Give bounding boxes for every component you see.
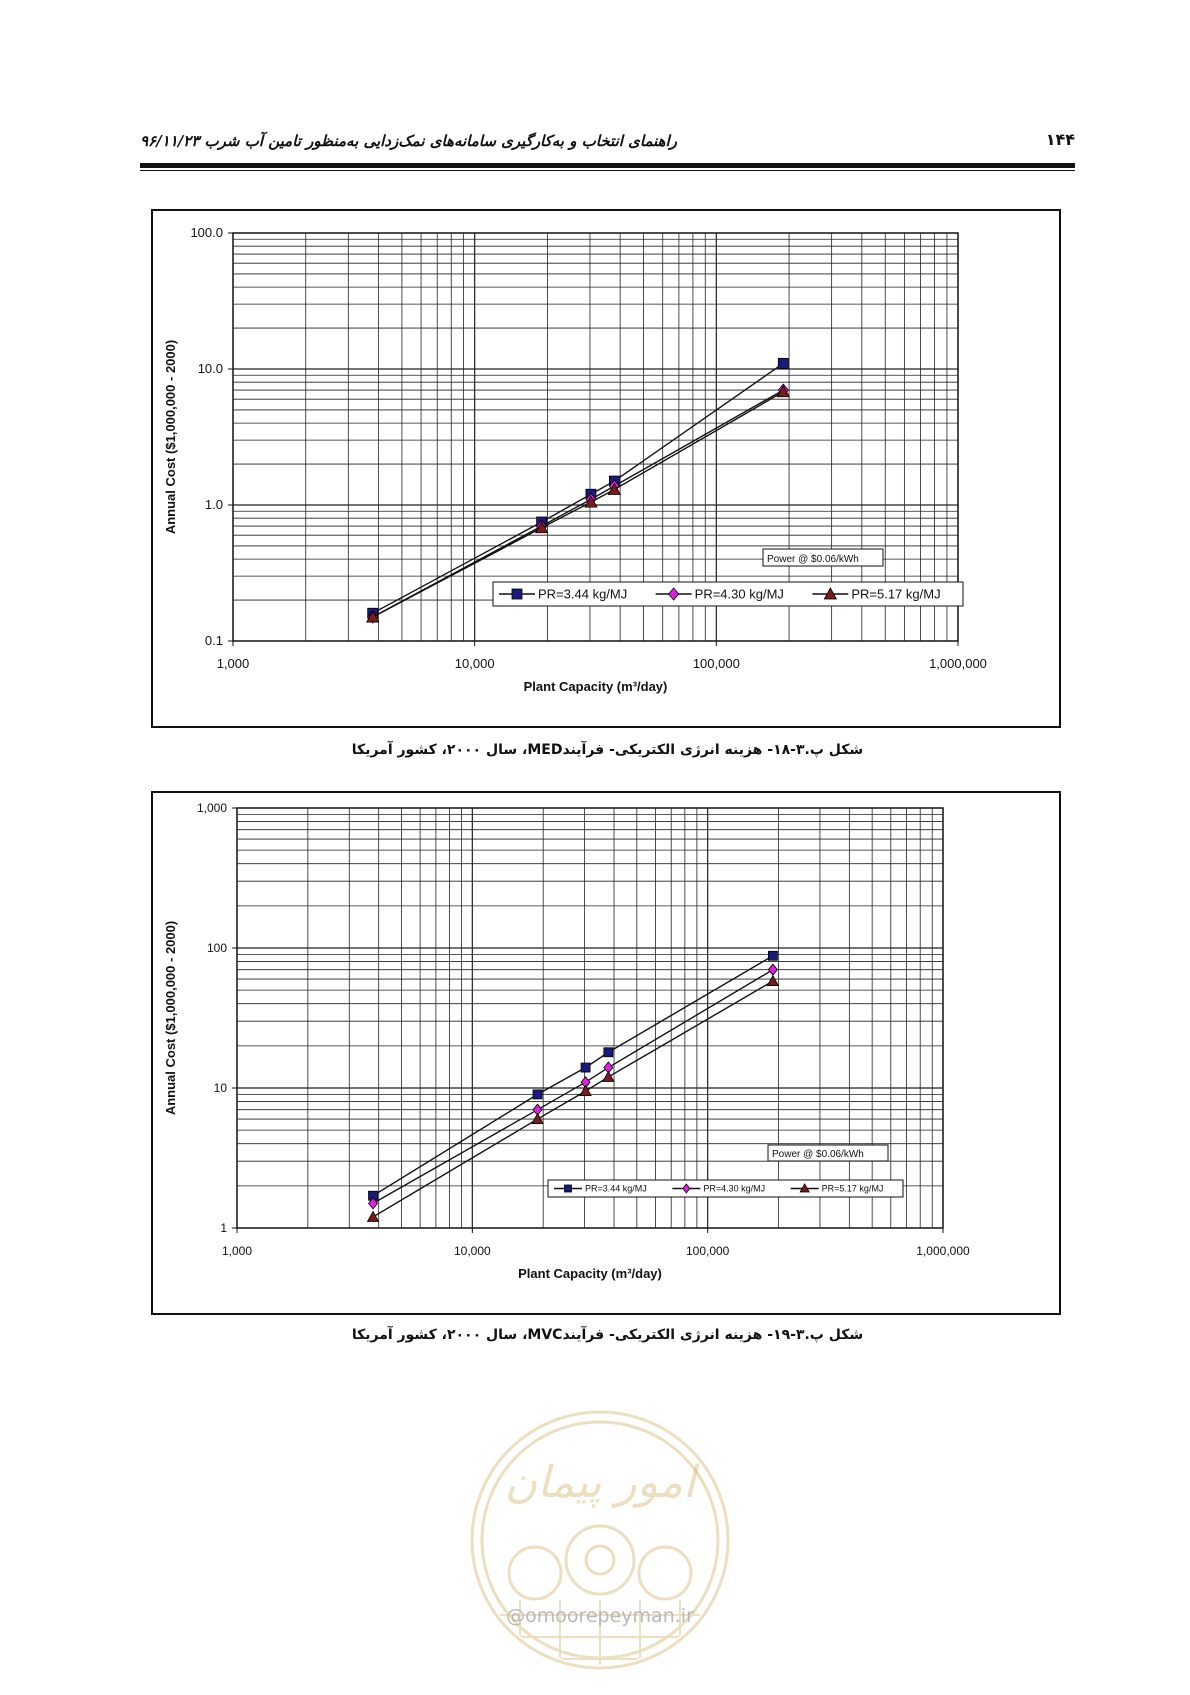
plot-area [233, 233, 958, 641]
x-tick-label: 100,000 [692, 656, 740, 671]
running-title: راهنمای انتخاب و به‌کارگیری سامانه‌های نمک‌زدایی به‌منظور تامین آب شرب ۹۶/۱۱/۲۳ [140, 132, 677, 150]
y-axis-label: Annual Cost ($1,000,000 - 2000) [163, 920, 178, 1116]
x-tick-label: 10,000 [454, 656, 495, 671]
x-tick-label: 1,000,000 [916, 1244, 970, 1258]
note-text: Power @ $0.06/kWh [767, 554, 859, 565]
legend-label: PR=5.17 kg/MJ [821, 1183, 884, 1194]
data-point [768, 951, 777, 960]
y-tick-label: 1 [220, 1221, 227, 1235]
y-tick-label: 1.0 [204, 497, 223, 512]
x-tick-label: 1,000 [221, 1244, 253, 1258]
data-point [533, 1090, 542, 1099]
watermark-url [490, 1605, 710, 1627]
y-axis-label: Annual Cost ($1,000,000 - 2000) [163, 339, 178, 535]
header-rule [140, 163, 1075, 168]
figure-caption-mvc: شکل پ.۳-۱۹- هزینه انرژی الکتریکی- فرآیندMVC، سال ۲۰۰۰، کشور آمریکا [351, 1327, 864, 1343]
x-axis-label: Plant Capacity (m³/day) [523, 679, 668, 694]
legend-label: PR=3.44 kg/MJ [538, 586, 628, 602]
note-text: Power @ $0.06/kWh [772, 1149, 864, 1160]
legend-marker [565, 1185, 572, 1192]
y-tick-label: 1,000 [196, 801, 227, 815]
legend-label: PR=3.44 kg/MJ [585, 1183, 647, 1194]
x-tick-label: 1,000 [216, 656, 250, 671]
page-number: ۱۴۴ [1045, 130, 1075, 149]
header-rule-thin [140, 170, 1075, 171]
y-tick-label: 100 [206, 941, 227, 955]
data-point [604, 1048, 613, 1057]
x-tick-label: 100,000 [685, 1244, 730, 1258]
data-point [581, 1063, 590, 1072]
figure-med-chart [151, 209, 1061, 728]
figure-caption-med: شکل پ.۳-۱۸- هزینه انرژی الکتریکی- فرآیندMED، سال ۲۰۰۰، کشور آمریکا [351, 742, 864, 758]
legend-label: PR=4.30 kg/MJ [703, 1183, 766, 1194]
chart-med [153, 211, 1059, 726]
watermark-url-text: omoorepeyman.ir [525, 1605, 694, 1627]
data-point [778, 358, 788, 368]
chart-mvc [153, 793, 1059, 1313]
y-tick-label: 10.0 [197, 361, 223, 376]
legend-label: PR=5.17 kg/MJ [851, 586, 941, 602]
watermark-logo-text: امور پیمان [504, 1457, 696, 1508]
watermark-logo [460, 1405, 740, 1695]
x-axis-label: Plant Capacity (m³/day) [518, 1266, 662, 1281]
legend-label: PR=4.30 kg/MJ [694, 586, 784, 602]
x-tick-label: 1,000,000 [929, 656, 987, 671]
legend-marker [512, 589, 522, 599]
plot-area [237, 808, 943, 1228]
at-icon: @ [506, 1605, 526, 1627]
x-tick-label: 10,000 [453, 1244, 491, 1258]
figure-mvc-chart [151, 791, 1061, 1315]
y-tick-label: 10 [213, 1081, 227, 1095]
y-tick-label: 100.0 [190, 225, 223, 240]
y-tick-label: 0.1 [204, 633, 223, 648]
